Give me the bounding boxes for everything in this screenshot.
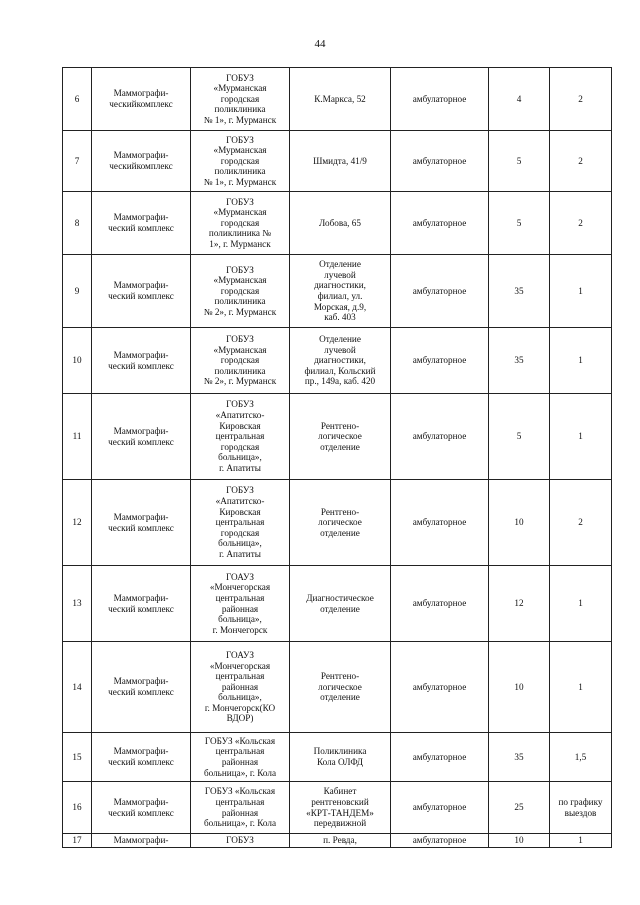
address-cell: Рентгено- логическое отделение (290, 480, 391, 566)
shifts-cell: по графику выездов (550, 782, 612, 834)
count-cell: 35 (489, 733, 550, 782)
organization-cell: ГОБУЗ (191, 834, 290, 848)
row-number-cell: 7 (63, 131, 92, 192)
equipment-type-cell: Маммографи- ческийкомплекс (92, 68, 191, 131)
table-row (63, 566, 612, 642)
equipment-type-cell: Маммографи- ческий комплекс (92, 192, 191, 255)
equipment-type-cell: Маммографи- ческий комплекс (92, 394, 191, 480)
condition-cell: амбулаторное (391, 131, 489, 192)
shifts-cell: 2 (550, 192, 612, 255)
organization-cell: ГОБУЗ «Мурманская городская поликлиника № 1», г. Мурманск (191, 131, 290, 192)
equipment-type-cell: Маммографи- ческий комплекс (92, 255, 191, 328)
condition-cell: амбулаторное (391, 834, 489, 848)
organization-cell: ГОБУЗ «Мурманская городская поликлиника № 2», г. Мурманск (191, 255, 290, 328)
row-number-cell: 11 (63, 394, 92, 480)
shifts-cell: 1 (550, 255, 612, 328)
shifts-cell: 1,5 (550, 733, 612, 782)
organization-cell: ГОБУЗ «Апатитско- Кировская центральная городская больница», г. Апатиты (191, 394, 290, 480)
count-cell: 12 (489, 566, 550, 642)
table-row (63, 328, 612, 394)
organization-cell: ГОБУЗ «Мурманская городская поликлиника № 1», г. Мурманск (191, 68, 290, 131)
table-row (63, 782, 612, 834)
row-number-cell: 9 (63, 255, 92, 328)
address-cell: Кабинет рентгеновский «КРТ-ТАНДЕМ» передвижной (290, 782, 391, 834)
organization-cell: ГОБУЗ «Апатитско- Кировская центральная городская больница», г. Апатиты (191, 480, 290, 566)
shifts-cell: 1 (550, 566, 612, 642)
table-row (63, 834, 612, 848)
equipment-type-cell: Маммографи- (92, 834, 191, 848)
count-cell: 35 (489, 255, 550, 328)
condition-cell: амбулаторное (391, 642, 489, 733)
count-cell: 10 (489, 480, 550, 566)
table-row (63, 255, 612, 328)
shifts-cell: 1 (550, 642, 612, 733)
organization-cell: ГОБУЗ «Кольская центральная районная больница», г. Кола (191, 782, 290, 834)
row-number-cell: 12 (63, 480, 92, 566)
table-row (63, 480, 612, 566)
condition-cell: амбулаторное (391, 480, 489, 566)
organization-cell: ГОАУЗ «Мончегорская центральная районная больница», г. Мончегорск(КО ВДОР) (191, 642, 290, 733)
equipment-type-cell: Маммографи- ческийкомплекс (92, 131, 191, 192)
address-cell: Шмидта, 41/9 (290, 131, 391, 192)
condition-cell: амбулаторное (391, 394, 489, 480)
count-cell: 4 (489, 68, 550, 131)
table-row (63, 733, 612, 782)
shifts-cell: 1 (550, 834, 612, 848)
address-cell: Лобова, 65 (290, 192, 391, 255)
table-body (63, 68, 612, 848)
equipment-type-cell: Маммографи- ческий комплекс (92, 480, 191, 566)
row-number-cell: 15 (63, 733, 92, 782)
count-cell: 25 (489, 782, 550, 834)
shifts-cell: 2 (550, 68, 612, 131)
count-cell: 5 (489, 192, 550, 255)
shifts-cell: 1 (550, 328, 612, 394)
shifts-cell: 1 (550, 394, 612, 480)
equipment-type-cell: Маммографи- ческий комплекс (92, 642, 191, 733)
organization-cell: ГОАУЗ «Мончегорская центральная районная больница», г. Мончегорск (191, 566, 290, 642)
organization-cell: ГОБУЗ «Мурманская городская поликлиника № 2», г. Мурманск (191, 328, 290, 394)
page-number: 44 (314, 38, 326, 50)
row-number-cell: 14 (63, 642, 92, 733)
condition-cell: амбулаторное (391, 733, 489, 782)
table-row (63, 394, 612, 480)
address-cell: Диагностическое отделение (290, 566, 391, 642)
count-cell: 5 (489, 394, 550, 480)
row-number-cell: 13 (63, 566, 92, 642)
count-cell: 10 (489, 642, 550, 733)
organization-cell: ГОБУЗ «Кольская центральная районная больница», г. Кола (191, 733, 290, 782)
table-row (63, 68, 612, 131)
equipment-type-cell: Маммографи- ческий комплекс (92, 566, 191, 642)
equipment-type-cell: Маммографи- ческий комплекс (92, 782, 191, 834)
condition-cell: амбулаторное (391, 255, 489, 328)
table-row (63, 131, 612, 192)
equipment-type-cell: Маммографи- ческий комплекс (92, 328, 191, 394)
condition-cell: амбулаторное (391, 328, 489, 394)
row-number-cell: 16 (63, 782, 92, 834)
table-row (63, 192, 612, 255)
address-cell: Отделение лучевой диагностики, филиал, Кольский пр., 149а, каб. 420 (290, 328, 391, 394)
count-cell: 10 (489, 834, 550, 848)
equipment-table (62, 67, 612, 848)
row-number-cell: 6 (63, 68, 92, 131)
table-row (63, 642, 612, 733)
condition-cell: амбулаторное (391, 782, 489, 834)
address-cell: Рентгено- логическое отделение (290, 394, 391, 480)
condition-cell: амбулаторное (391, 566, 489, 642)
shifts-cell: 2 (550, 480, 612, 566)
address-cell: Отделение лучевой диагностики, филиал, ул. Морская, д.9, каб. 403 (290, 255, 391, 328)
condition-cell: амбулаторное (391, 192, 489, 255)
address-cell: Поликлиника Кола ОЛФД (290, 733, 391, 782)
equipment-type-cell: Маммографи- ческий комплекс (92, 733, 191, 782)
organization-cell: ГОБУЗ «Мурманская городская поликлиника № 1», г. Мурманск (191, 192, 290, 255)
count-cell: 5 (489, 131, 550, 192)
count-cell: 35 (489, 328, 550, 394)
shifts-cell: 2 (550, 131, 612, 192)
address-cell: К.Маркса, 52 (290, 68, 391, 131)
row-number-cell: 8 (63, 192, 92, 255)
row-number-cell: 17 (63, 834, 92, 848)
address-cell: Рентгено- логическое отделение (290, 642, 391, 733)
address-cell: п. Ревда, (290, 834, 391, 848)
condition-cell: амбулаторное (391, 68, 489, 131)
row-number-cell: 10 (63, 328, 92, 394)
